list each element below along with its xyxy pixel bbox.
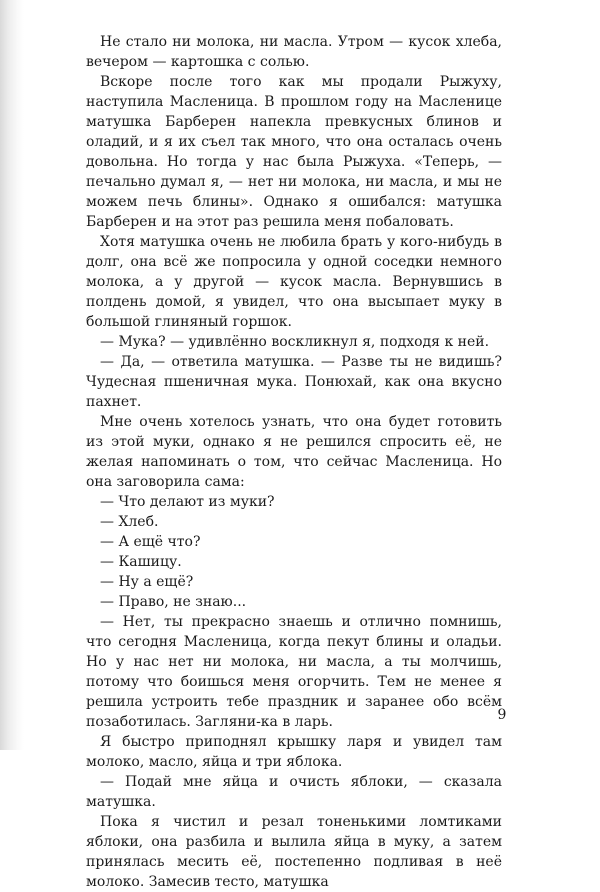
paragraph: Пока я чистил и резал тоненькими ломтиками яблоки, она разбила и вылила яйца в муку, а затем принялась месить её, постепенно подливая в неё молоко. Замесив тесто, матушка: [86, 814, 502, 890]
dialogue-line: — А ещё что?: [100, 534, 201, 550]
paragraph: Вскоре после того как мы продали Рыжуху, наступила Масленица. В прошлом году на Масленице матушка Барберен напекла превкусных блинов и оладий, и я их съел так много, что она осталась очень довольна. Но тогда у нас была Рыжуха. «Теперь, — печально думал я, — нет ни молока, ни масла, и мы не можем печь блины». Однако я ошибался: матушка Барберен и на этот раз решила меня побаловать.: [86, 74, 502, 230]
paragraph: Мне очень хотелось узнать, что она будет готовить из этой муки, однако я не решился спросить её, не желая напоминать о том, что сейчас Масленица. Но она заговорила сама:: [86, 414, 502, 490]
dialogue-line: — Что делают из муки?: [100, 494, 275, 510]
page-edge-shadow: [0, 0, 24, 750]
page-number: 9: [497, 707, 507, 723]
paragraph: Я быстро приподнял крышку ларя и увидел там молоко, масло, яйца и три яблока.: [86, 734, 502, 770]
dialogue-line: — Подай мне яйца и очисть яблоки, — сказала матушка.: [86, 774, 502, 810]
dialogue-line: — Да, — ответила матушка. — Разве ты не видишь? Чудесная пшеничная мука. Понюхай, как она вкусно пахнет.: [86, 354, 502, 410]
dialogue-line: — Право, не знаю...: [100, 594, 247, 610]
dialogue-line: — Кашицу.: [100, 554, 182, 570]
dialogue-line: — Нет, ты прекрасно знаешь и отлично помнишь, что сегодня Масленица, когда пекут блины и оладьи. Но у нас нет ни молока, ни масла, а ты молчишь, потому что боишься меня огорчить. Тем не менее я решила устроить тебе праздник и заранее обо всём позаботилась. Загляни-ка в ларь.: [86, 614, 502, 730]
paragraph: Хотя матушка очень не любила брать у кого-нибудь в долг, она всё же попросила у одной соседки немного молока, а у другой — кусок масла. Вернувшись в полдень домой, я увидел, что она высыпает муку в большой глиняный горшок.: [86, 234, 502, 330]
dialogue-line: — Хлеб.: [100, 514, 159, 530]
page-text: [86, 32, 502, 892]
paragraph: Не стало ни молока, ни масла. Утром — кусок хлеба, вечером — картошка с солью.: [86, 34, 502, 70]
dialogue-line: — Ну а ещё?: [100, 574, 194, 590]
dialogue-line: — Мука? — удивлённо воскликнул я, подходя к ней.: [100, 334, 490, 350]
